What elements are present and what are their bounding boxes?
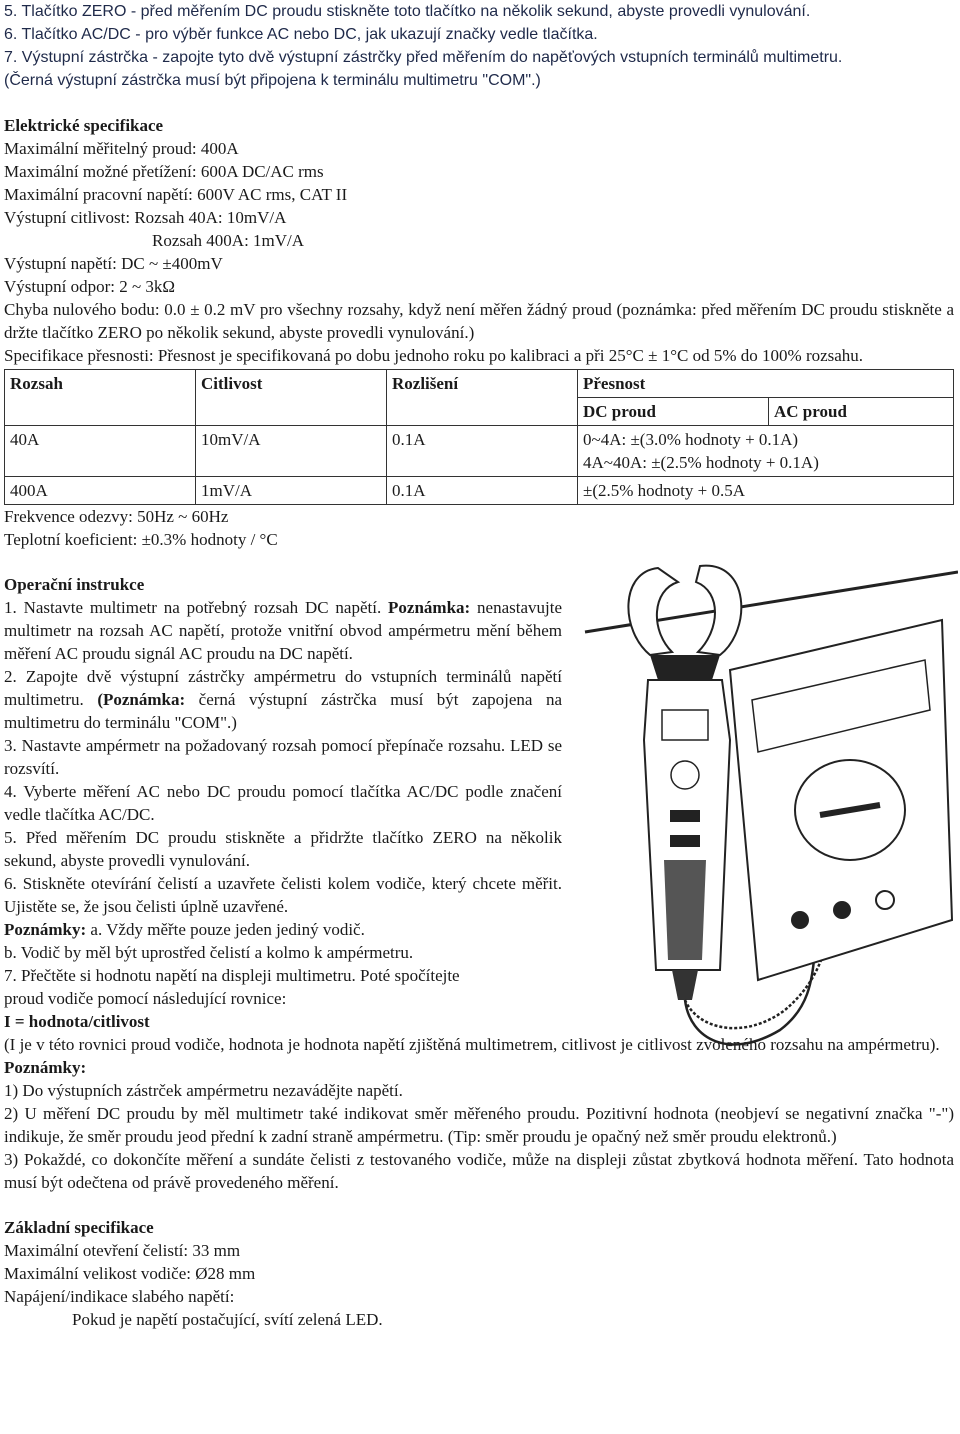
range-switch-icon bbox=[671, 761, 699, 789]
item-output-plug: 7. Výstupní zástrčka - zapojte tyto dvě výstupní zástrčky před měřením do napěťových vstupních terminálů multimetru. bbox=[4, 49, 843, 66]
spacer bbox=[4, 1194, 954, 1216]
basic-jaw-opening: Maximální otevření čelistí: 33 mm bbox=[4, 1241, 241, 1260]
terminal-a-icon bbox=[876, 891, 894, 909]
spec-temp-coeff: Teplotní koeficient: ±0.3% hodnoty / °C bbox=[4, 530, 278, 549]
cell-accuracy-line: 0~4A: ±(3.0% hodnoty + 0.1A) bbox=[583, 430, 799, 449]
header-range: Rozsah bbox=[5, 370, 196, 426]
spec-output-voltage: Výstupní napětí: DC ~ ±400mV bbox=[4, 254, 223, 273]
terminal-v-icon bbox=[833, 901, 851, 919]
step-1 bbox=[4, 596, 562, 665]
table-row bbox=[5, 426, 954, 477]
spec-frequency: Frekvence odezvy: 50Hz ~ 60Hz bbox=[4, 507, 229, 526]
clamp-grip bbox=[664, 860, 706, 960]
notes-b: b. Vodič by měl být uprostřed čelistí a kolmo k ampérmetru. bbox=[4, 943, 414, 962]
step-2-text: 2. Zapojte dvě výstupní zástrčky ampérmetru do vstupních terminálů napětí multimetru. bbox=[4, 667, 562, 709]
spec-max-current: Maximální měřitelný proud: 400A bbox=[4, 139, 239, 158]
step-7-line-2: proud vodiče pomocí následující rovnice: bbox=[4, 989, 287, 1008]
cell-accuracy bbox=[578, 426, 954, 477]
clamp-jaw-left bbox=[628, 568, 678, 655]
step-7-line-1: 7. Přečtěte si hodnotu napětí na displeji multimetru. Poté spočítejte bbox=[4, 966, 460, 985]
cell-accuracy-line: 4A~40A: ±(2.5% hodnoty + 0.1A) bbox=[583, 453, 819, 472]
remark-3: 3) Pokaždé, co dokončíte měření a sundáte čelisti z testovaného vodiče, může na displeji zůstat zbytková hodnota měření. Tato hodnota musí být odečtena od právě provedeného měření. bbox=[4, 1150, 954, 1192]
step-2-note-label: (Poznámka: bbox=[97, 690, 186, 709]
spec-sensitivity-400a: Rozsah 400A: 1mV/A bbox=[152, 231, 305, 250]
cable-strain-relief bbox=[672, 970, 698, 1000]
clamp-jaw-right bbox=[696, 566, 741, 655]
spec-accuracy: Specifikace přesnosti: Přesnost je specifikovaná po dobu jednoho roku po kalibraci a při 25°C ± 1°C od 5% do 100% rozsahu. bbox=[4, 346, 864, 365]
cell-accuracy: ±(2.5% hodnoty + 0.5A bbox=[578, 477, 954, 505]
accuracy-table bbox=[4, 369, 954, 505]
clamp-meter-illustration bbox=[580, 560, 958, 1080]
basic-conductor-size: Maximální velikost vodiče: Ø28 mm bbox=[4, 1264, 256, 1283]
terminal-com-icon bbox=[791, 911, 809, 929]
notes-label: Poznámky: bbox=[4, 920, 87, 939]
step-2-note: černá výstupní zástrčka musí být zapojena na multimetru do terminálu "COM".) bbox=[4, 690, 563, 732]
header-accuracy: Přesnost bbox=[578, 370, 954, 398]
step-3: 3. Nastavte ampérmetr na požadovaný rozsah pomocí přepínače rozsahu. LED se rozsvítí. bbox=[4, 736, 562, 778]
header-sensitivity: Citlivost bbox=[196, 370, 387, 426]
item-acdc-button: 6. Tlačítko AC/DC - pro výběr funkce AC nebo DC, jak ukazují značky vedle tlačítka. bbox=[4, 26, 598, 43]
step-1-text: 1. Nastavte multimetr na potřebný rozsah DC napětí. bbox=[4, 598, 382, 617]
spec-zero-error: Chyba nulového bodu: 0.0 ± 0.2 mV pro všechny rozsahy, když není měřen žádný proud (poznámka: před měřením DC proudu stiskněte a držte tlačítko ZERO po několik sekund, abyste provedli vynulování.) bbox=[4, 300, 954, 342]
operation-section bbox=[4, 573, 562, 987]
formula-explanation: (I je v této rovnici proud vodiče, hodnota je hodnota napětí zjištěná multimetrem, citlivost je citlivost zvoleného rozsahu na ampérmetru). bbox=[4, 1035, 940, 1054]
step-5: 5. Před měřením DC proudu stiskněte a přidržte tlačítko ZERO na několik sekund, abyste provedli vynulování. bbox=[4, 828, 562, 870]
spec-output-resistance: Výstupní odpor: 2 ~ 3kΩ bbox=[4, 277, 176, 296]
zero-button-icon bbox=[670, 810, 700, 822]
cell-resolution: 0.1A bbox=[387, 477, 578, 505]
basic-power: Napájení/indikace slabého napětí: bbox=[4, 1287, 235, 1306]
acdc-button-icon bbox=[670, 835, 700, 847]
spacer bbox=[4, 92, 954, 114]
operation-heading: Operační instrukce bbox=[4, 575, 145, 594]
step-4: 4. Vyberte měření AC nebo DC proudu pomocí tlačítka AC/DC podle značení vedle tlačítka AC/DC. bbox=[4, 782, 562, 824]
table-header-row bbox=[5, 370, 954, 398]
header-ac-current: AC proud bbox=[769, 398, 954, 426]
basic-led: Pokud je napětí postačující, svítí zelená LED. bbox=[72, 1310, 383, 1329]
clamp-trigger bbox=[650, 655, 720, 680]
header-resolution: Rozlišení bbox=[387, 370, 578, 426]
notes-a-text: a. Vždy měřte pouze jeden jediný vodič. bbox=[90, 920, 365, 939]
formula: I = hodnota/citlivost bbox=[4, 1012, 150, 1031]
table-row bbox=[5, 477, 954, 505]
cell-range: 400A bbox=[5, 477, 196, 505]
spec-overload: Maximální možné přetížení: 600A DC/AC rms bbox=[4, 162, 324, 181]
remarks-heading: Poznámky: bbox=[4, 1058, 87, 1077]
spec-sensitivity-40a: Výstupní citlivost: Rozsah 40A: 10mV/A bbox=[4, 208, 287, 227]
step-1-note-label: Poznámka: bbox=[388, 598, 471, 617]
remark-1: 1) Do výstupních zástrček ampérmetru nezavádějte napětí. bbox=[4, 1081, 403, 1100]
step-1-note: nenastavujte multimetr na rozsah AC napětí, protože vnitřní obvod ampérmetru mění během měření AC proudu signál AC proudu na DC napětí. bbox=[4, 598, 563, 663]
item-output-plug-note: (Černá výstupní zástrčka musí být připojena k terminálu multimetru "COM".) bbox=[4, 72, 541, 89]
cell-sensitivity: 10mV/A bbox=[196, 426, 387, 477]
cell-resolution: 0.1A bbox=[387, 426, 578, 477]
spec-work-voltage: Maximální pracovní napětí: 600V AC rms, CAT II bbox=[4, 185, 348, 204]
clamp-label-area bbox=[662, 710, 708, 740]
basic-spec-heading: Základní specifikace bbox=[4, 1218, 154, 1237]
remark-2: 2) U měření DC proudu by měl multimetr také indikovat směr měřeného proudu. Pozitivní hodnota (neobjeví se negativní značka "-") indikuje, že směr proudu jeod přední k zadní straně ampérmetru. (Tip: směr proudu je opačný než směr proudu elektronů.) bbox=[4, 1104, 954, 1146]
header-dc-current: DC proud bbox=[578, 398, 769, 426]
cell-range: 40A bbox=[5, 426, 196, 477]
item-zero-button: 5. Tlačítko ZERO - před měřením DC proudu stiskněte toto tlačítko na několik sekund, abyste provedli vynulování. bbox=[4, 3, 811, 20]
notes-a bbox=[4, 918, 562, 941]
cell-sensitivity: 1mV/A bbox=[196, 477, 387, 505]
step-6: 6. Stiskněte otevírání čelistí a uzavřete čelisti kolem vodiče, který chcete měřit. Ujistěte se, že jsou čelisti úplně uzavřené. bbox=[4, 874, 562, 916]
step-2 bbox=[4, 665, 562, 734]
electrical-spec-heading: Elektrické specifikace bbox=[4, 116, 164, 135]
